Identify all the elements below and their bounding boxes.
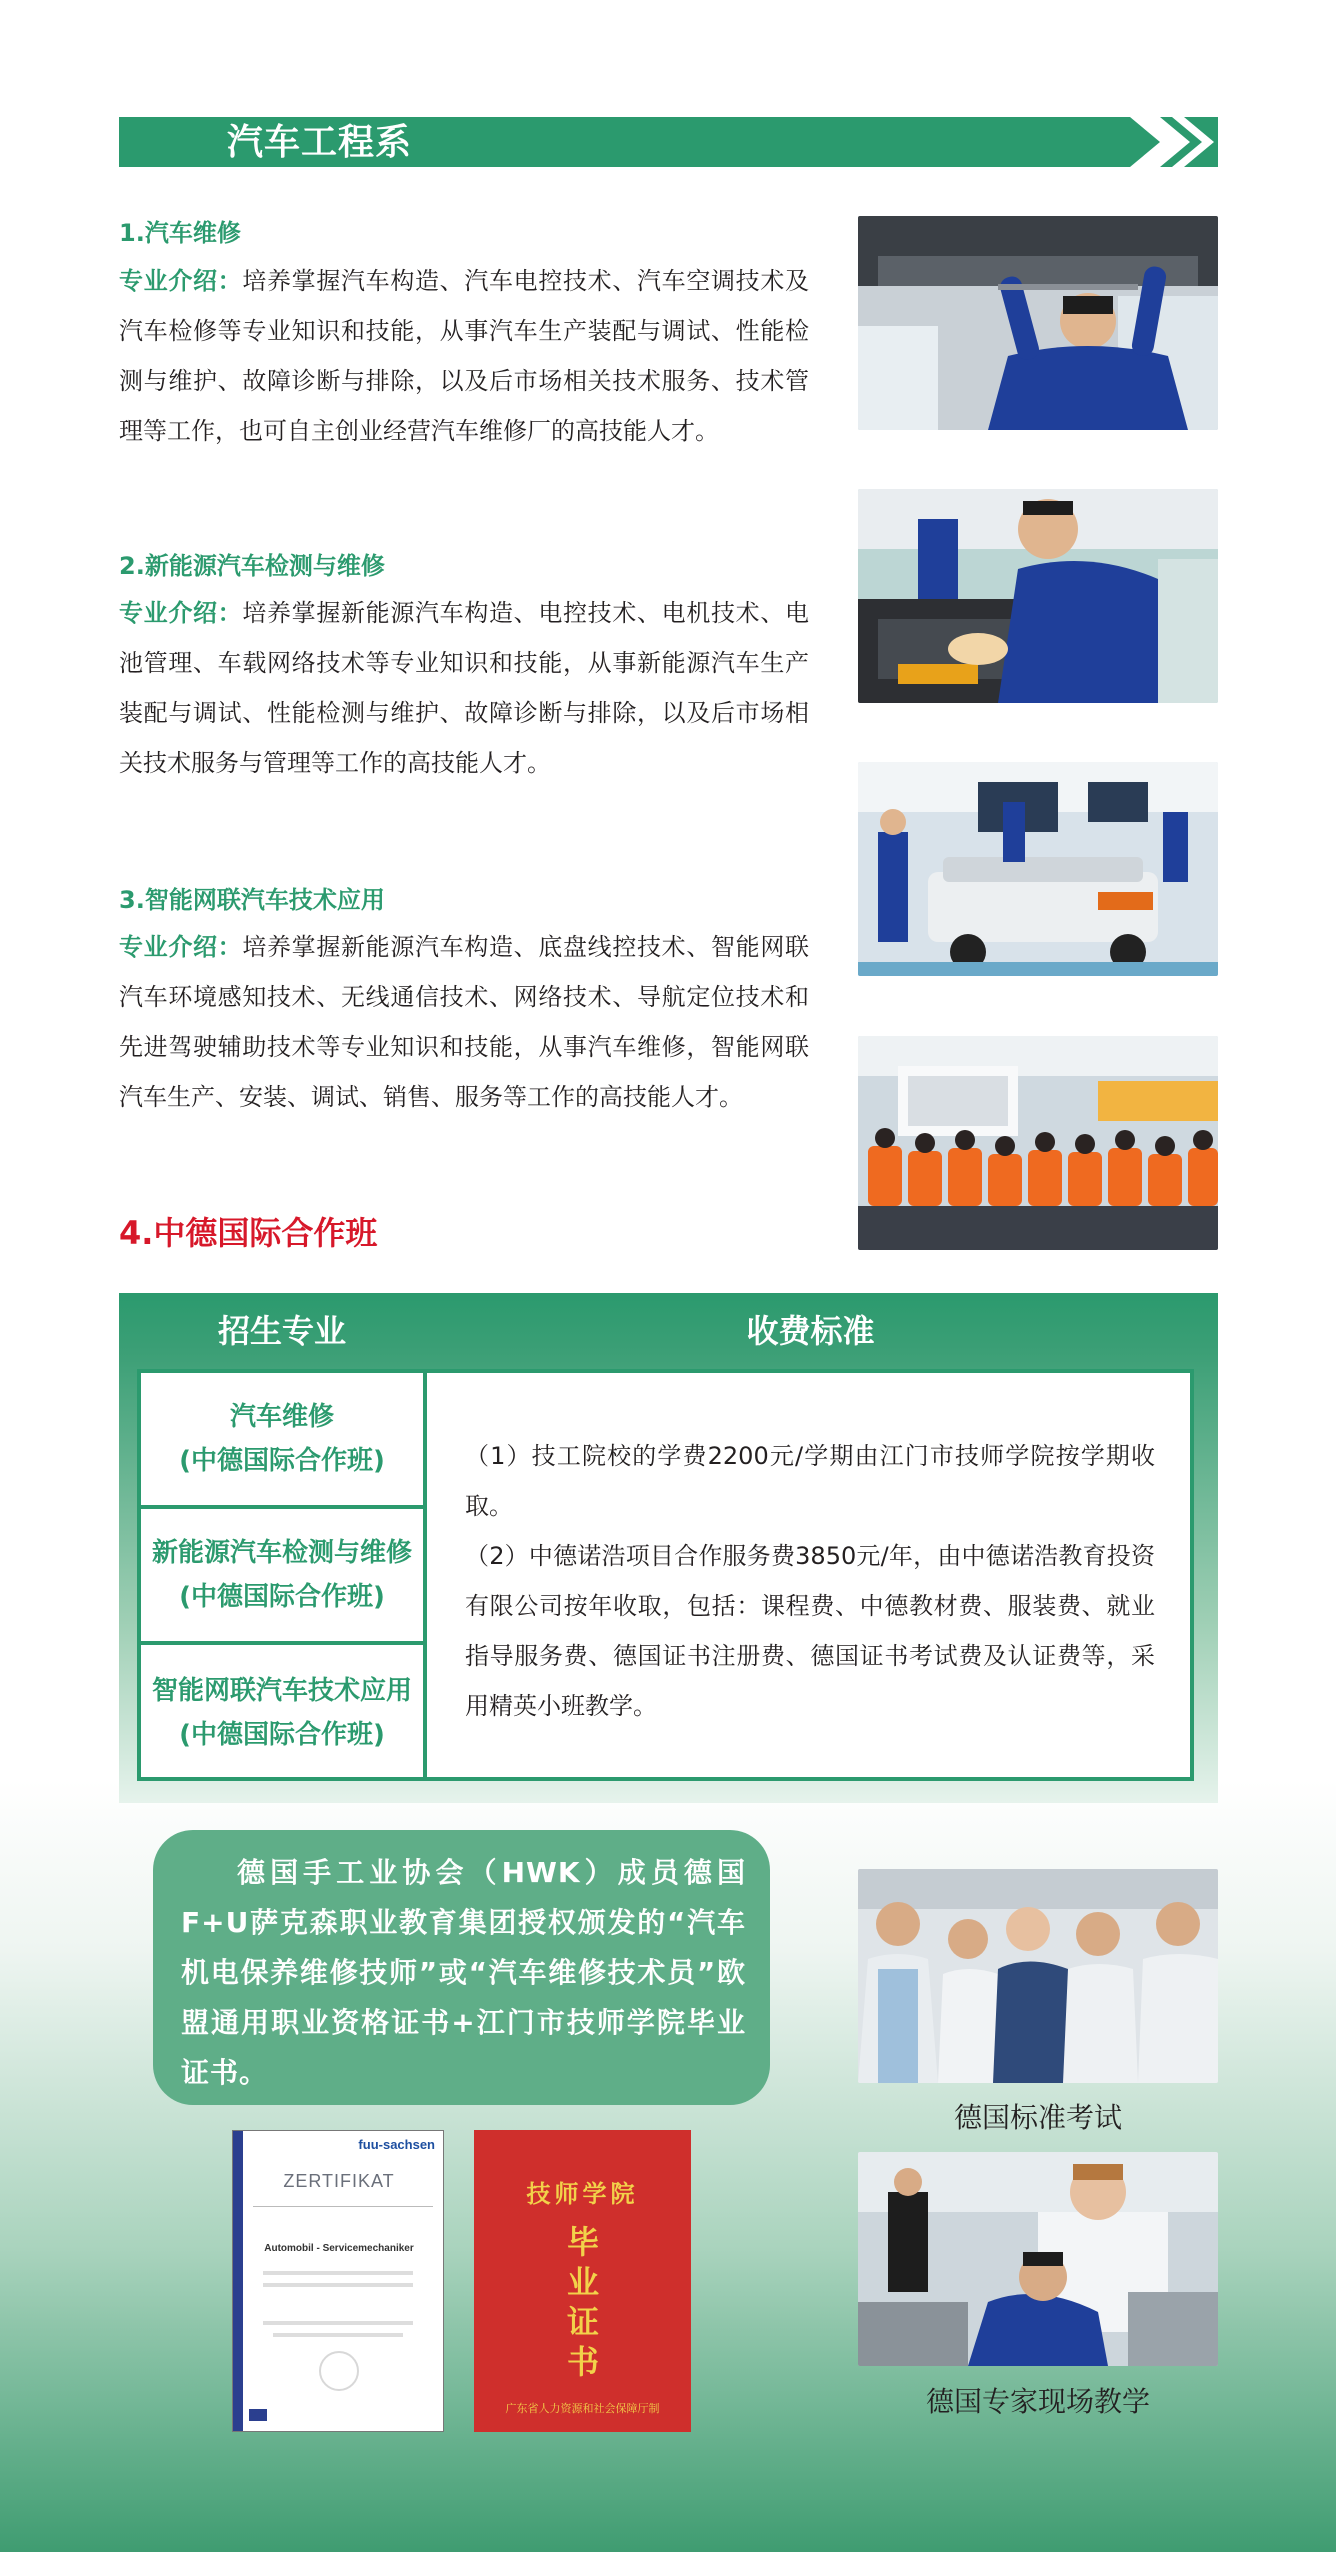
table-fee-column xyxy=(427,1369,1194,1781)
fuu-logo: fuu-sachsen xyxy=(358,2137,435,2152)
fee-item-service: （2）中德诺浩项目合作服务费3850元/年，由中德诺浩教育投资有限公司按年收取，包括：课程费、中德教材费、服装费、就业指导服务费、德国证书注册费、德国证书考试费及认证费等，采用精英小班教学。 xyxy=(465,1542,1155,1720)
major-name: 汽车维修 xyxy=(229,1402,334,1432)
fee-description xyxy=(465,1431,1155,1731)
banner-title: 汽车工程系 xyxy=(227,122,413,163)
section-body-auto-repair xyxy=(119,256,809,456)
section-title-connected-vehicle: 3.智能网联汽车技术应用 xyxy=(119,886,385,914)
section-body-connected-vehicle xyxy=(119,922,809,1122)
major-class: (中德国际合作班) xyxy=(179,1446,385,1476)
table-header-major: 招生专业 xyxy=(217,1312,346,1350)
certificate-occupation: Automobil - Servicemechaniker xyxy=(264,2243,414,2254)
major-class: (中德国际合作班) xyxy=(179,1582,385,1612)
seal-icon xyxy=(319,2351,359,2391)
table-major-cell xyxy=(141,1645,423,1781)
diploma-school: 技师学院 xyxy=(526,2179,639,2208)
section-title-sino-german-class: 4.中德国际合作班 xyxy=(119,1214,378,1252)
diploma-title: 毕业证书 xyxy=(566,2223,599,2381)
major-name: 智能网联汽车技术应用 xyxy=(151,1676,412,1706)
intro-text: 培养掌握新能源汽车构造、电控技术、电机技术、电池管理、车载网络技术等专业知识和技能，从事新能源汽车生产装配与调试、性能检测与维护、故障诊断与排除，以及后市场相关技术服务与管理等工作的高技能人才。 xyxy=(119,599,810,777)
intro-text: 培养掌握汽车构造、汽车电控技术、汽车空调技术及汽车检修等专业知识和技能，从事汽车生产装配与调试、性能检测与维护、故障诊断与排除，以及后市场相关技术服务、技术管理等工作，也可自主创业经营汽车维修厂的高技能人才。 xyxy=(119,267,810,445)
table-major-cell xyxy=(141,1509,423,1645)
table-header-fee: 收费标准 xyxy=(746,1312,875,1350)
intro-label: 专业介绍： xyxy=(119,267,243,295)
table-major-cell xyxy=(141,1373,423,1509)
certificate-title: ZERTIFIKAT xyxy=(283,2171,395,2191)
photo-intelligent-vehicle-platform xyxy=(858,762,1218,976)
section-body-new-energy xyxy=(119,588,809,788)
certificate-info-text: 德国手工业协会（HWK）成员德国F+U萨克森职业教育集团授权颁发的“汽车机电保养维修技师”或“汽车维修技术员”欧盟通用职业资格证书+江门市技师学院毕业证书。 xyxy=(181,1856,746,2089)
caption-teaching: 德国专家现场教学 xyxy=(925,2385,1150,2418)
major-class: (中德国际合作班) xyxy=(179,1720,385,1750)
photo-student-under-car xyxy=(858,216,1218,430)
table-major-column xyxy=(137,1369,427,1781)
fee-item-tuition: （1）技工院校的学费2200元/学期由江门市技师学院按学期收取。 xyxy=(465,1442,1155,1520)
diploma-image xyxy=(474,2130,691,2432)
fuu-small-logo-icon xyxy=(249,2409,267,2421)
intro-text: 培养掌握新能源汽车构造、底盘线控技术、智能网联汽车环境感知技术、无线通信技术、网络技术、导航定位技术和先进驾驶辅助技术等专业知识和技能，从事汽车维修，智能网联汽车生产、安装、调试、销售、服务等工作的高技能人才。 xyxy=(119,933,810,1111)
intro-label: 专业介绍： xyxy=(119,933,243,961)
photo-student-engine-bay xyxy=(858,489,1218,703)
photo-german-standard-exam xyxy=(858,1869,1218,2083)
section-title-new-energy: 2.新能源汽车检测与维修 xyxy=(119,552,385,580)
chevron-right-icon xyxy=(1120,117,1218,167)
diploma-issuer: 广东省人力资源和社会保障厅制 xyxy=(505,2402,660,2415)
photo-classroom-lecture xyxy=(858,1036,1218,1250)
section-title-auto-repair: 1.汽车维修 xyxy=(119,219,241,247)
major-name: 新能源汽车检测与维修 xyxy=(151,1538,412,1568)
caption-exam: 德国标准考试 xyxy=(953,2101,1122,2134)
intro-label: 专业介绍： xyxy=(119,599,243,627)
photo-german-expert-teaching xyxy=(858,2152,1218,2366)
german-certificate-image xyxy=(232,2130,444,2432)
